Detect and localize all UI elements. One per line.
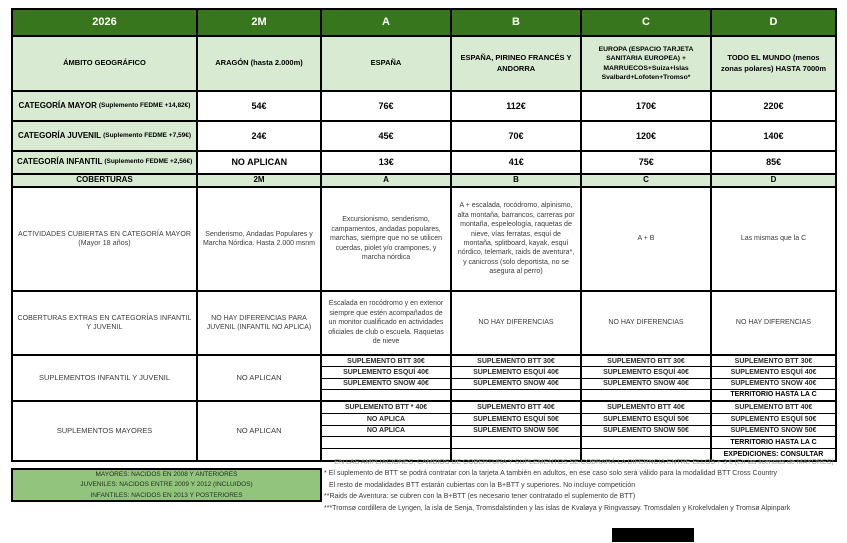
suplementos-mayores-row bbox=[13, 402, 835, 460]
supplement-line: SUPLEMENTO SNOW 40€ bbox=[582, 379, 710, 390]
col-header-a: A bbox=[322, 10, 452, 35]
suplementos-mayores-b-cell bbox=[452, 402, 582, 460]
actividades-label: ACTIVIDADES CUBIERTAS EN CATEGORÍA MAYOR bbox=[17, 230, 192, 238]
supplement-line-blank bbox=[322, 390, 450, 400]
coberturas-col-d: D bbox=[712, 175, 835, 186]
suplementos-mayores-label-cell: SUPLEMENTOS MAYORES bbox=[13, 402, 198, 460]
category-fedme-suffix: (Suplemento FEDME +14,82€) bbox=[98, 101, 191, 109]
actividades-cell-c: A + B bbox=[582, 188, 712, 290]
supplement-line: SUPLEMENTO ESQUÍ 50€ bbox=[452, 414, 580, 426]
supplement-line: SUPLEMENTO SNOW 40€ bbox=[322, 379, 450, 390]
supplement-line: NO APLICA bbox=[322, 414, 450, 426]
price-cell: 140€ bbox=[763, 130, 784, 141]
footnote-raids: **Raids de Aventura: se cubren con la B+BTT (es necesario tener contratado el suplemento de BTT) bbox=[324, 493, 636, 500]
pricing-table bbox=[11, 8, 837, 462]
coberturas-header-row bbox=[13, 175, 835, 188]
age-legend-juveniles: JUVENILES: NACIDOS ENTRE 2009 Y 2012 (INCLUIDOS) bbox=[80, 481, 253, 489]
price-cell: 41€ bbox=[452, 152, 582, 173]
supplement-line: SUPLEMENTO ESQUÍ 50€ bbox=[712, 414, 835, 426]
supplement-line: SUPLEMENTO SNOW 50€ bbox=[712, 426, 835, 438]
price-cell: 24€ bbox=[198, 122, 322, 150]
categoria-infantil-row bbox=[13, 152, 835, 175]
col-header-c: C bbox=[582, 10, 712, 35]
suplementos-juvenil-row bbox=[13, 356, 835, 402]
supplement-line-blank bbox=[582, 437, 710, 449]
ambito-cell-b: ESPAÑA, PIRINEO FRANCÉS Y ANDORRA bbox=[452, 37, 582, 90]
suplementos-mayores-d-cell bbox=[712, 402, 835, 460]
supplement-line: SUPLEMENTO SNOW 50€ bbox=[452, 426, 580, 438]
coberturas-col-b: B bbox=[452, 175, 582, 186]
ambito-cell-d: TODO EL MUNDO (menos zonas polares) HASTA 7000m bbox=[712, 37, 835, 90]
category-label: CATEGORÍA INFANTIL bbox=[17, 157, 103, 167]
extras-cell-b: NO HAY DIFERENCIAS bbox=[452, 292, 582, 354]
categoria-juvenil-row bbox=[13, 122, 835, 152]
actividades-cell-a: Excursionismo, senderismo, campamentos, andadas populares, marchas, siempre que no se utilicen cuerdas, piolet y/o crampones, y marcha nórdica bbox=[322, 188, 452, 290]
category-label: CATEGORÍA MAYOR bbox=[18, 100, 97, 110]
header-row bbox=[13, 10, 835, 37]
supplement-line: SUPLEMENTO ESQUÍ 50€ bbox=[582, 414, 710, 426]
ambito-label-cell: ÁMBITO GEOGRÁFICO bbox=[13, 37, 198, 90]
extras-label-cell: COBERTURAS EXTRAS EN CATEGORÍAS INFANTIL Y JUVENIL bbox=[13, 292, 198, 354]
supplement-line: SUPLEMENTO BTT 40€ bbox=[452, 402, 580, 414]
price-cell: 70€ bbox=[452, 122, 582, 150]
supplement-line-blank bbox=[452, 390, 580, 400]
category-fedme-suffix: (Suplemento FEDME +7,59€) bbox=[103, 131, 192, 139]
coberturas-extras-row bbox=[13, 292, 835, 356]
supplement-line: SUPLEMENTO ESQUÍ 40€ bbox=[582, 367, 710, 378]
supplement-line: SUPLEMENTO SNOW 40€ bbox=[712, 379, 835, 390]
age-legend-mayores: MAYORES: NACIDOS EN 2008 Y ANTERIORES bbox=[95, 470, 238, 478]
actividades-label-sub: (Mayor 18 años) bbox=[78, 240, 131, 247]
coberturas-col-a: A bbox=[322, 175, 452, 186]
suplementos-mayores-2m-cell: NO APLICAN bbox=[198, 402, 322, 460]
price-cell: 170€ bbox=[582, 92, 712, 120]
actividades-row bbox=[13, 188, 835, 292]
footnote-btt-2: El resto de modalidades BTT estarán cubiertas con la B+BTT y superiores. No incluye competición bbox=[329, 481, 636, 489]
supplement-line: SUPLEMENTO BTT 40€ bbox=[712, 402, 835, 414]
year-header-cell: 2026 bbox=[13, 10, 198, 35]
categoria-juvenil-label-cell bbox=[13, 122, 198, 150]
supplement-line-blank bbox=[322, 437, 450, 449]
actividades-cell-2m: Senderismo, Andadas Populares y Marcha Nórdica. Hasta 2.000 msnm bbox=[198, 188, 322, 290]
extras-cell-d: NO HAY DIFERENCIAS bbox=[735, 319, 812, 327]
supplement-line: SUPLEMENTO BTT 30€ bbox=[712, 356, 835, 367]
supplement-line: SUPLEMENTO ESQUÍ 40€ bbox=[712, 367, 835, 378]
category-label: CATEGORÍA JUVENIL bbox=[17, 130, 102, 140]
suplementos-juvenil-d-cell bbox=[712, 356, 835, 400]
footnote-btt: * El suplemento de BTT se podrá contratar con la tarjeta A también en adultos, en ese caso solo será válido para la modalidad BTT Cross Country bbox=[324, 470, 778, 477]
price-cell: 13€ bbox=[322, 152, 452, 173]
suplementos-mayores-a-cell bbox=[322, 402, 452, 460]
price-cell: 76€ bbox=[322, 92, 452, 120]
coberturas-col-c: C bbox=[582, 175, 712, 186]
supplement-line: SUPLEMENTO BTT 30€ bbox=[582, 356, 710, 367]
supplement-line-blank bbox=[582, 390, 710, 400]
price-cell: 220€ bbox=[763, 100, 784, 111]
price-cell: 112€ bbox=[452, 92, 582, 120]
supplement-line: SUPLEMENTO ESQUÍ 40€ bbox=[452, 367, 580, 378]
suplementos-juvenil-c-cell bbox=[582, 356, 712, 400]
supplement-line: SUPLEMENTO BTT 40€ bbox=[582, 402, 710, 414]
price-cell: 54€ bbox=[198, 92, 322, 120]
price-cell: NO APLICAN bbox=[198, 152, 322, 173]
supplement-line: SUPLEMENTO BTT * 40€ bbox=[322, 402, 450, 414]
categoria-infantil-label-cell bbox=[13, 152, 198, 173]
supplement-line: SUPLEMENTO ESQUÍ 40€ bbox=[322, 367, 450, 378]
col-header-2m: 2M bbox=[198, 10, 322, 35]
price-cell: 120€ bbox=[582, 122, 712, 150]
amplificaciones-note: EN LAS AMPLIACIONES, CAMBIOS DE COBERTURA Y SUPLEMENTOS SE COBRARÁ LA DIFERNCIA ENTRE ELLOS + 3 € (En las licencias de MAYORES) bbox=[334, 459, 834, 466]
suplementos-juvenil-b-cell bbox=[452, 356, 582, 400]
categoria-mayor-row bbox=[13, 92, 835, 122]
suplementos-juvenil-a-cell bbox=[322, 356, 452, 400]
ambito-cell-a: ESPAÑA bbox=[322, 37, 452, 90]
supplement-line: NO APLICA bbox=[322, 426, 450, 438]
coberturas-col-2m: 2M bbox=[198, 175, 322, 186]
territorio-line: TERRITORIO HASTA LA C bbox=[730, 391, 817, 399]
ambito-cell-c: EUROPA (ESPACIO TARJETA SANITARIA EUROPEA) + MARRUECOS+Suiza+Islas Svalbard+Lofoten+Tromso* bbox=[582, 37, 712, 90]
coberturas-label-cell: COBERTURAS bbox=[13, 175, 198, 186]
age-legend-box bbox=[11, 468, 322, 502]
price-cell: 85€ bbox=[766, 157, 782, 168]
footnotes bbox=[324, 468, 840, 514]
col-header-d: D bbox=[712, 10, 835, 35]
suplementos-juvenil-label-cell: SUPLEMENTOS INFANTIL Y JUVENIL bbox=[13, 356, 198, 400]
supplement-line-blank bbox=[452, 437, 580, 449]
actividades-label-cell bbox=[13, 188, 198, 290]
price-cell: 45€ bbox=[322, 122, 452, 150]
actividades-cell-d: Las mismas que la C bbox=[740, 235, 807, 243]
extras-cell-2m: NO HAY DIFERENCIAS PARA JUVENIL (INFANTIL NO APLICA) bbox=[198, 292, 322, 354]
supplement-line: SUPLEMENTO BTT 30€ bbox=[452, 356, 580, 367]
extras-cell-a: Escalada en rocódromo y en exterior siempre que estén acompañados de un monitor cualificado en actividades oficiales de club o escuela. Raquetas de nieve bbox=[322, 292, 452, 354]
black-bar bbox=[612, 528, 694, 542]
expediciones-line: EXPEDICIONES: CONSULTAR bbox=[723, 451, 824, 459]
extras-cell-c: NO HAY DIFERENCIAS bbox=[582, 292, 712, 354]
price-cell: 75€ bbox=[582, 152, 712, 173]
actividades-cell-b: A + escalada, rocódromo, alpinismo, alta montaña, barrancos, carreras por montaña, espeleología, raquetas de nieve, vías ferratas, esquí de montaña, splitboard, kayak, esquí nórdico, telemark, raids de aventura*, y canicross (solo deportista, no se asegura al perro) bbox=[452, 188, 582, 290]
ambito-row bbox=[13, 37, 835, 92]
supplement-line: SUPLEMENTO SNOW 50€ bbox=[582, 426, 710, 438]
categoria-mayor-label-cell bbox=[13, 92, 198, 120]
suplementos-mayores-c-cell bbox=[582, 402, 712, 460]
age-legend-infantiles: INFANTILES: NACIDOS EN 2013 Y POSTERIORES bbox=[90, 491, 243, 499]
suplementos-juvenil-2m-cell: NO APLICAN bbox=[198, 356, 322, 400]
territorio-line: TERRITORIO HASTA LA C bbox=[712, 437, 835, 449]
category-fedme-suffix: (Suplemento FEDME +2,56€) bbox=[104, 158, 193, 166]
ambito-cell-2m: ARAGÓN (hasta 2.000m) bbox=[198, 37, 322, 90]
col-header-b: B bbox=[452, 10, 582, 35]
supplement-line: SUPLEMENTO SNOW 40€ bbox=[452, 379, 580, 390]
supplement-line: SUPLEMENTO BTT 30€ bbox=[322, 356, 450, 367]
footnote-tromso: ***Tromsø cordillera de Lyngen, la isla de Senja, Tromsdalstinden y las islas de Kvaløya y Ringvassøy. Tromsdalen y Krokelvdalen y Tromsø Alpinpark bbox=[324, 504, 791, 512]
